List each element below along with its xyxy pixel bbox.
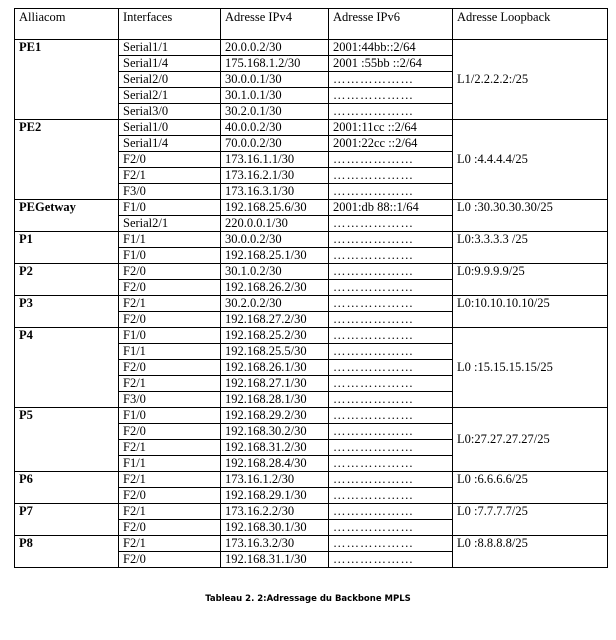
interface-cell: F2/0 bbox=[119, 360, 221, 376]
interface-cell: F2/1 bbox=[119, 168, 221, 184]
interface-cell: F2/1 bbox=[119, 376, 221, 392]
device-name: P2 bbox=[15, 264, 119, 296]
ipv4-cell: 192.168.26.1/30 bbox=[221, 360, 329, 376]
loopback-cell: L1/2.2.2.2:/25 bbox=[453, 40, 608, 120]
table-row bbox=[15, 472, 608, 488]
ipv4-cell: 192.168.29.1/30 bbox=[221, 488, 329, 504]
loopback-cell: L0 :30.30.30.30/25 bbox=[453, 200, 608, 232]
ipv6-cell: ……………… bbox=[329, 440, 453, 456]
ipv6-cell: 2001:11cc ::2/64 bbox=[329, 120, 453, 136]
interface-cell: Serial3/0 bbox=[119, 104, 221, 120]
header-loopback: Adresse Loopback bbox=[453, 9, 608, 40]
ipv6-cell: 2001:44bb::2/64 bbox=[329, 40, 453, 56]
ipv6-cell: ……………… bbox=[329, 360, 453, 376]
header-ipv4: Adresse IPv4 bbox=[221, 9, 329, 40]
ipv4-cell: 173.16.2.2/30 bbox=[221, 504, 329, 520]
interface-cell: F2/0 bbox=[119, 152, 221, 168]
interface-cell: F1/1 bbox=[119, 344, 221, 360]
ipv6-cell: ……………… bbox=[329, 184, 453, 200]
ipv4-cell: 173.16.2.1/30 bbox=[221, 168, 329, 184]
ipv6-cell: ……………… bbox=[329, 344, 453, 360]
header-ipv6: Adresse IPv6 bbox=[329, 9, 453, 40]
device-name: PE1 bbox=[15, 40, 119, 120]
ipv6-cell: ……………… bbox=[329, 504, 453, 520]
loopback-cell: L0:3.3.3.3 /25 bbox=[453, 232, 608, 264]
table-body bbox=[15, 40, 608, 568]
ipv4-cell: 192.168.31.2/30 bbox=[221, 440, 329, 456]
addressing-table bbox=[14, 8, 608, 568]
interface-cell: F1/0 bbox=[119, 408, 221, 424]
ipv6-cell: 2001:db 88::1/64 bbox=[329, 200, 453, 216]
ipv4-cell: 192.168.25.5/30 bbox=[221, 344, 329, 360]
device-name: PE2 bbox=[15, 120, 119, 200]
ipv4-cell: 192.168.30.1/30 bbox=[221, 520, 329, 536]
loopback-cell: L0:27.27.27.27/25 bbox=[453, 408, 608, 472]
interface-cell: F2/1 bbox=[119, 440, 221, 456]
device-name: P8 bbox=[15, 536, 119, 568]
ipv6-cell: ……………… bbox=[329, 232, 453, 248]
interface-cell: F2/1 bbox=[119, 504, 221, 520]
loopback-cell: L0 :6.6.6.6/25 bbox=[453, 472, 608, 504]
ipv6-cell: ……………… bbox=[329, 424, 453, 440]
loopback-cell: L0 :4.4.4.4/25 bbox=[453, 120, 608, 200]
ipv4-cell: 20.0.0.2/30 bbox=[221, 40, 329, 56]
table-row bbox=[15, 328, 608, 344]
ipv4-cell: 192.168.31.1/30 bbox=[221, 552, 329, 568]
ipv4-cell: 192.168.25.6/30 bbox=[221, 200, 329, 216]
interface-cell: Serial2/1 bbox=[119, 216, 221, 232]
ipv4-cell: 192.168.27.1/30 bbox=[221, 376, 329, 392]
device-name: PEGetway bbox=[15, 200, 119, 232]
ipv4-cell: 220.0.0.1/30 bbox=[221, 216, 329, 232]
ipv4-cell: 30.1.0.1/30 bbox=[221, 88, 329, 104]
ipv4-cell: 70.0.0.2/30 bbox=[221, 136, 329, 152]
ipv6-cell: ……………… bbox=[329, 280, 453, 296]
ipv6-cell: ……………… bbox=[329, 536, 453, 552]
interface-cell: F2/1 bbox=[119, 536, 221, 552]
device-name: P3 bbox=[15, 296, 119, 328]
ipv4-cell: 173.16.3.1/30 bbox=[221, 184, 329, 200]
ipv4-cell: 192.168.25.2/30 bbox=[221, 328, 329, 344]
ipv4-cell: 175.168.1.2/30 bbox=[221, 56, 329, 72]
ipv6-cell: ……………… bbox=[329, 408, 453, 424]
header-row bbox=[15, 9, 608, 40]
interface-cell: F1/1 bbox=[119, 232, 221, 248]
ipv4-cell: 192.168.29.2/30 bbox=[221, 408, 329, 424]
ipv4-cell: 173.16.3.2/30 bbox=[221, 536, 329, 552]
device-name: P7 bbox=[15, 504, 119, 536]
ipv6-cell: ……………… bbox=[329, 488, 453, 504]
table-row bbox=[15, 40, 608, 56]
ipv4-cell: 30.2.0.1/30 bbox=[221, 104, 329, 120]
interface-cell: F2/1 bbox=[119, 296, 221, 312]
interface-cell: F2/0 bbox=[119, 520, 221, 536]
interface-cell: F3/0 bbox=[119, 184, 221, 200]
table-row bbox=[15, 120, 608, 136]
ipv6-cell: ……………… bbox=[329, 520, 453, 536]
device-name: P4 bbox=[15, 328, 119, 408]
header-interfaces: Interfaces bbox=[119, 9, 221, 40]
ipv6-cell: ……………… bbox=[329, 72, 453, 88]
interface-cell: Serial1/4 bbox=[119, 56, 221, 72]
table-row bbox=[15, 536, 608, 552]
ipv6-cell: ……………… bbox=[329, 296, 453, 312]
interface-cell: F2/1 bbox=[119, 472, 221, 488]
ipv6-cell: ……………… bbox=[329, 472, 453, 488]
table-row bbox=[15, 264, 608, 280]
ipv4-cell: 30.0.0.1/30 bbox=[221, 72, 329, 88]
ipv6-cell: ……………… bbox=[329, 152, 453, 168]
ipv4-cell: 30.1.0.2/30 bbox=[221, 264, 329, 280]
interface-cell: F1/0 bbox=[119, 328, 221, 344]
ipv6-cell: ……………… bbox=[329, 552, 453, 568]
interface-cell: F2/0 bbox=[119, 552, 221, 568]
ipv6-cell: ……………… bbox=[329, 104, 453, 120]
device-name: P5 bbox=[15, 408, 119, 472]
interface-cell: F1/1 bbox=[119, 456, 221, 472]
table-row bbox=[15, 200, 608, 216]
table-row bbox=[15, 232, 608, 248]
ipv4-cell: 30.2.0.2/30 bbox=[221, 296, 329, 312]
ipv6-cell: ……………… bbox=[329, 392, 453, 408]
interface-cell: F2/0 bbox=[119, 280, 221, 296]
ipv4-cell: 173.16.1.2/30 bbox=[221, 472, 329, 488]
loopback-cell: L0 :8.8.8.8/25 bbox=[453, 536, 608, 568]
loopback-cell: L0 :15.15.15.15/25 bbox=[453, 328, 608, 408]
ipv6-cell: ……………… bbox=[329, 312, 453, 328]
interface-cell: F2/0 bbox=[119, 424, 221, 440]
table-row bbox=[15, 408, 608, 424]
ipv6-cell: ……………… bbox=[329, 168, 453, 184]
interface-cell: Serial1/0 bbox=[119, 120, 221, 136]
ipv4-cell: 192.168.26.2/30 bbox=[221, 280, 329, 296]
ipv6-cell: ……………… bbox=[329, 88, 453, 104]
interface-cell: F1/0 bbox=[119, 200, 221, 216]
loopback-cell: L0:10.10.10.10/25 bbox=[453, 296, 608, 328]
header-device: Alliacom bbox=[15, 9, 119, 40]
ipv4-cell: 192.168.30.2/30 bbox=[221, 424, 329, 440]
ipv6-cell: ……………… bbox=[329, 264, 453, 280]
interface-cell: Serial1/4 bbox=[119, 136, 221, 152]
ipv6-cell: ……………… bbox=[329, 376, 453, 392]
table-row bbox=[15, 504, 608, 520]
interface-cell: Serial2/1 bbox=[119, 88, 221, 104]
table-caption: Tableau 2. 2:Adressage du Backbone MPLS bbox=[205, 594, 411, 604]
ipv4-cell: 192.168.28.1/30 bbox=[221, 392, 329, 408]
ipv6-cell: ……………… bbox=[329, 248, 453, 264]
ipv6-cell: ……………… bbox=[329, 328, 453, 344]
ipv6-cell: ……………… bbox=[329, 456, 453, 472]
ipv6-cell: 2001 :55bb ::2/64 bbox=[329, 56, 453, 72]
interface-cell: F3/0 bbox=[119, 392, 221, 408]
table-row bbox=[15, 296, 608, 312]
ipv4-cell: 173.16.1.1/30 bbox=[221, 152, 329, 168]
ipv4-cell: 30.0.0.2/30 bbox=[221, 232, 329, 248]
ipv4-cell: 192.168.25.1/30 bbox=[221, 248, 329, 264]
device-name: P6 bbox=[15, 472, 119, 504]
interface-cell: F1/0 bbox=[119, 248, 221, 264]
interface-cell: F2/0 bbox=[119, 312, 221, 328]
ipv4-cell: 192.168.27.2/30 bbox=[221, 312, 329, 328]
loopback-cell: L0:9.9.9.9/25 bbox=[453, 264, 608, 296]
ipv4-cell: 192.168.28.4/30 bbox=[221, 456, 329, 472]
ipv6-cell: 2001:22cc ::2/64 bbox=[329, 136, 453, 152]
interface-cell: Serial1/1 bbox=[119, 40, 221, 56]
ipv4-cell: 40.0.0.2/30 bbox=[221, 120, 329, 136]
interface-cell: F2/0 bbox=[119, 488, 221, 504]
loopback-cell: L0 :7.7.7.7/25 bbox=[453, 504, 608, 536]
interface-cell: Serial2/0 bbox=[119, 72, 221, 88]
interface-cell: F2/0 bbox=[119, 264, 221, 280]
ipv6-cell: ……………… bbox=[329, 216, 453, 232]
device-name: P1 bbox=[15, 232, 119, 264]
